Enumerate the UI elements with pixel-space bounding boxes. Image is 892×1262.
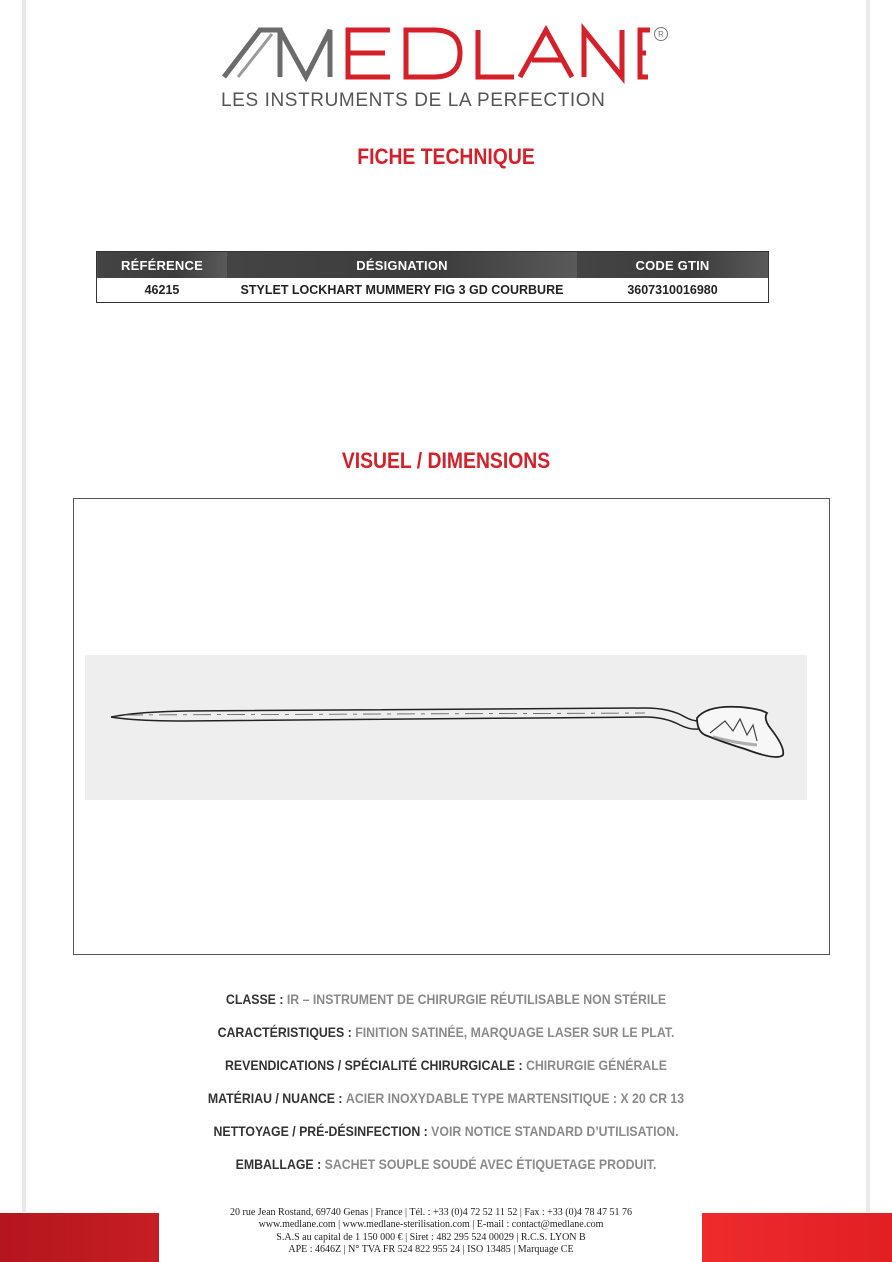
brand-tagline: LES INSTRUMENTS DE LA PERFECTION <box>221 90 606 111</box>
header-gtin: CODE GTIN <box>577 252 769 279</box>
spec-caracteristiques: CARACTÉRISTIQUES : FINITION SATINÉE, MARQUAGE LASER SUR LE PLAT. <box>217 1024 675 1040</box>
footer-address <box>160 1207 702 1257</box>
table-row <box>97 278 769 303</box>
spec-classe: CLASSE : IR – INSTRUMENT DE CHIRURGIE RÉUTILISABLE NON STÉRILE <box>225 991 667 1007</box>
spec-emballage: EMBALLAGE : SACHET SOUPLE SOUDÉ AVEC ÉTIQUETAGE PRODUIT. <box>235 1156 657 1172</box>
spec-revendications: REVENDICATIONS / SPÉCIALITÉ CHIRURGICALE : CHIRURGIE GÉNÉRALE <box>225 1057 667 1073</box>
footer-red-band-left <box>0 1213 159 1262</box>
cell-designation: STYLET LOCKHART MUMMERY FIG 3 GD COURBURE <box>240 283 564 297</box>
svg-text:R: R <box>658 30 664 39</box>
reference-table <box>96 251 769 303</box>
specifications-list <box>0 986 892 1184</box>
fiche-technique-title: FICHE TECHNIQUE <box>357 144 535 169</box>
spec-materiau: MATÉRIAU / NUANCE : ACIER INOXYDABLE TYPE MARTENSITIQUE : X 20 CR 13 <box>207 1090 685 1106</box>
footer-line-company: S.A.S au capital de 1 150 000 € | Siret : 482 295 524 00029 | R.C.S. LYON B <box>276 1231 586 1243</box>
footer-red-band-right <box>702 1213 892 1262</box>
spec-nettoyage: NETTOYAGE / PRÉ-DÉSINFECTION : VOIR NOTICE STANDARD D’UTILISATION. <box>213 1123 679 1139</box>
stylet-drawing <box>85 655 807 800</box>
visual-dimensions-title: VISUEL / DIMENSIONS <box>341 448 551 473</box>
cell-gtin: 3607310016980 <box>627 283 718 297</box>
cell-reference: 46215 <box>144 283 180 297</box>
table-header-row <box>97 252 769 279</box>
header-reference: RÉFÉRENCE <box>97 252 228 279</box>
footer-line-address: 20 rue Jean Rostand, 69740 Genas | France | Tél. : +33 (0)4 72 52 11 52 | Fax : +33 (0)4 78 47 51 76 <box>230 1207 632 1218</box>
header-designation: DÉSIGNATION <box>227 252 577 279</box>
product-image-panel <box>85 655 807 800</box>
footer-line-web: www.medlane.com | www.medlane-sterilisation.com | E-mail : contact@medlane.com <box>258 1219 604 1231</box>
registered-mark-icon <box>652 22 672 42</box>
footer-line-legal: APE : 4646Z | N° TVA FR 524 822 955 24 | ISO 13485 | Marquage CE <box>288 1244 574 1256</box>
